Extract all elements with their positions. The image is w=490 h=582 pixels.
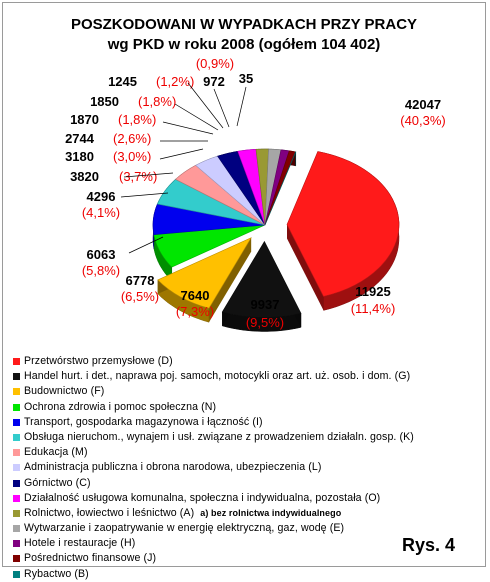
legend-label: Ochrona zdrowia i pomoc społeczna (N): [24, 401, 216, 413]
legend-swatch: [13, 434, 20, 441]
legend-label: Pośrednictwo finansowe (J): [24, 552, 156, 564]
data-label-percent-13: (0,9%): [196, 56, 234, 71]
pie-chart: [3, 3, 487, 353]
legend-swatch: [13, 510, 20, 517]
data-label-percent-3: (7,3%): [176, 304, 214, 319]
legend-item: [13, 430, 483, 445]
data-label-percent-7: (3,7%): [119, 169, 157, 184]
legend-item: [13, 415, 483, 430]
legend-swatch: [13, 525, 20, 532]
legend-item: [13, 506, 483, 521]
data-label-percent-8: (3,0%): [113, 149, 151, 164]
legend-item: [13, 491, 483, 506]
data-label-percent-12: (1,2%): [156, 74, 194, 89]
legend-label: Rybactwo (B): [24, 568, 89, 580]
data-label-value-6: 4296: [87, 189, 116, 204]
legend-swatch: [13, 555, 20, 562]
data-label-value-0: 42047: [405, 97, 441, 112]
legend-swatch: [13, 449, 20, 456]
legend-item: [13, 384, 483, 399]
legend-swatch: [13, 464, 20, 471]
data-label-value-5: 6063: [87, 247, 116, 262]
data-label-value-1: 11925: [355, 284, 390, 299]
figure-number: Rys. 4: [402, 535, 455, 556]
data-label-value-12: 1245: [108, 74, 137, 89]
leader-line-0: [160, 149, 203, 159]
chart-title-line1: POSZKODOWANI W WYPADKACH PRZY PRACY: [3, 16, 485, 33]
data-label-value-14: 35: [239, 71, 253, 86]
data-label-percent-0: (40,3%): [400, 113, 446, 128]
legend-item: [13, 521, 483, 536]
legend-swatch: [13, 480, 20, 487]
chart-frame: [2, 2, 486, 567]
legend-label: Górnictwo (C): [24, 477, 91, 489]
legend-label: Budownictwo (F): [24, 385, 104, 397]
chart-title-line2: wg PKD w roku 2008 (ogółem 104 402): [3, 36, 485, 53]
legend-item: [13, 460, 483, 475]
legend-item: [13, 369, 483, 384]
legend-item: [13, 354, 483, 369]
legend-label: Handel hurt. i det., naprawa poj. samoch, motocykli oraz art. uż. osob. i dom. (G): [24, 370, 410, 382]
legend-item: [13, 476, 483, 491]
data-label-percent-2: (9,5%): [246, 315, 284, 330]
legend-label: Przetwórstwo przemysłowe (D): [24, 355, 173, 367]
legend-item: [13, 567, 483, 582]
data-label-percent-1: (11,4%): [351, 301, 396, 316]
legend-swatch: [13, 373, 20, 380]
legend-swatch: [13, 419, 20, 426]
data-label-percent-11: (1,8%): [138, 94, 176, 109]
leader-line-2: [163, 122, 213, 134]
legend-label: Edukacja (M): [24, 446, 88, 458]
legend-label: Rolnictwo, łowiectwo i leśnictwo (A): [24, 507, 194, 519]
data-label-value-11: 1850: [90, 94, 119, 109]
data-label-value-10: 1870: [70, 112, 99, 127]
legend-item: [13, 445, 483, 460]
legend-swatch: [13, 495, 20, 502]
data-label-value-2: 9937: [251, 297, 280, 312]
data-label-percent-9: (2,6%): [113, 131, 151, 146]
data-label-percent-10: (1,8%): [118, 112, 156, 127]
legend-label: Administracja publiczna i obrona narodowa, ubezpieczenia (L): [24, 461, 322, 473]
legend-label: Transport, gospodarka magazynowa i łączność (I): [24, 416, 263, 428]
data-label-value-7: 3820: [70, 169, 99, 184]
data-label-percent-4: (6,5%): [121, 289, 159, 304]
data-label-value-4: 6778: [126, 273, 155, 288]
legend-swatch: [13, 388, 20, 395]
data-label-value-13: 972: [203, 74, 225, 89]
data-label-percent-5: (5,8%): [82, 263, 120, 278]
legend-label: Działalność usługowa komunalna, społeczna i indywidualna, pozostała (O): [24, 492, 380, 504]
legend-swatch: [13, 404, 20, 411]
legend-swatch: [13, 358, 20, 365]
legend-item: [13, 400, 483, 415]
legend-swatch: [13, 571, 20, 578]
legend-label: Obsługa nieruchom., wynajem i usł. związane z prowadzeniem działaln. gosp. (K): [24, 431, 414, 443]
leader-line-4: [188, 83, 223, 128]
leader-line-5: [214, 89, 229, 127]
data-label-value-9: 2744: [65, 131, 95, 146]
legend-note: a) bez rolnictwa indywidualnego: [200, 508, 341, 518]
data-label-value-3: 7640: [181, 288, 210, 303]
leader-line-6: [237, 87, 246, 126]
legend-swatch: [13, 540, 20, 547]
legend-label: Wytwarzanie i zaopatrywanie w energię elektryczną, gaz, wodę (E): [24, 522, 344, 534]
data-label-percent-6: (4,1%): [82, 205, 120, 220]
legend-label: Hotele i restauracje (H): [24, 537, 135, 549]
data-label-value-8: 3180: [65, 149, 94, 164]
